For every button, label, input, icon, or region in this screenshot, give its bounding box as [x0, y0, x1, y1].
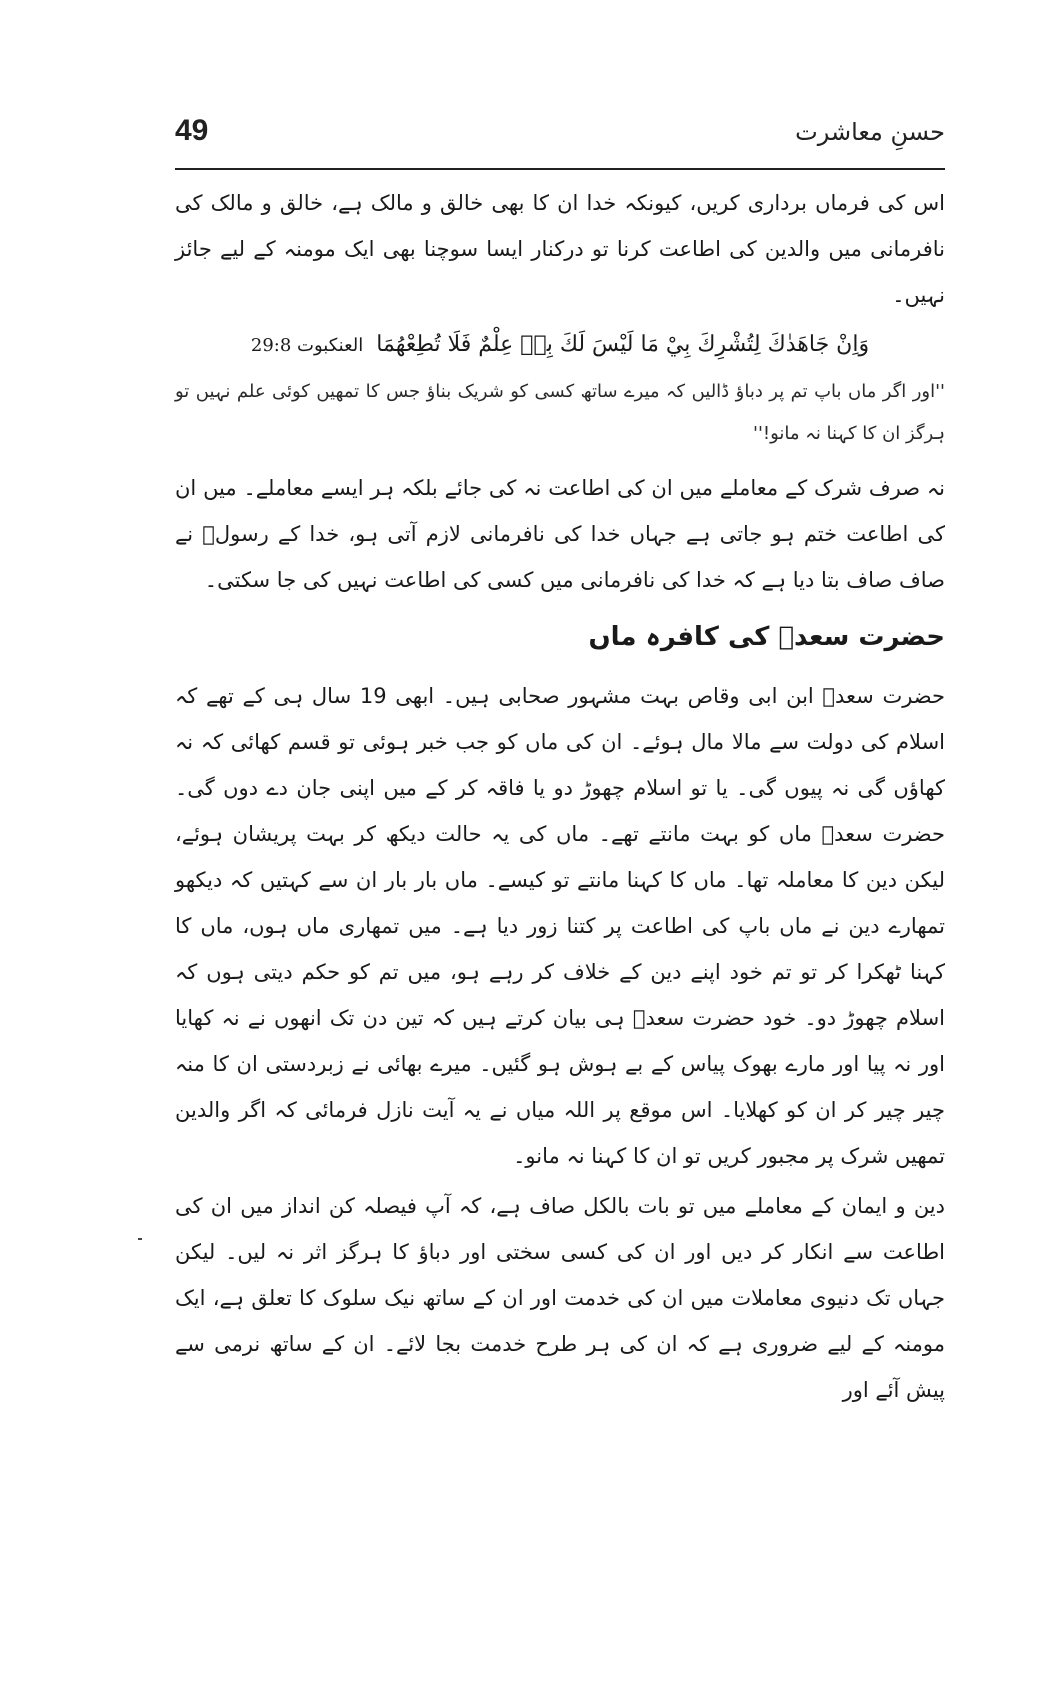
paragraph-2: نہ صرف شرک کے معاملے میں ان کی اطاعت نہ کی جائے بلکہ ہر ایسے معاملے۔ میں ان کی اطاعت ختم ہو جاتی ہے جہاں خدا کی نافرمانی لازم آتی ہو، خدا کے رسولؐ نے صاف صاف بتا دیا ہے کہ خدا کی نافرمانی میں کسی کی اطاعت نہیں کی جا سکتی۔ [175, 476, 945, 592]
margin-mark [138, 1238, 142, 1240]
running-title: حسنِ معاشرت [795, 118, 945, 146]
section-heading: حضرت سعدؓ کی کافرہ ماں [588, 622, 945, 652]
verse-reference: العنکبوت 29:8 [250, 335, 364, 356]
verse-translation: ''اور اگر ماں باپ تم پر دباؤ ڈالیں کہ میرے ساتھ کسی کو شریک بناؤ جس کا تمھیں کوئی علم نہیں تو ہرگز ان کا کہنا نہ مانو!'' [175, 381, 945, 444]
paragraph-3: حضرت سعدؓ ابن ابی وقاص بہت مشہور صحابی ہیں۔ ابھی 19 سال ہی کے تھے کہ اسلام کی دولت سے مالا مال ہوئے۔ ان کی ماں کو جب خبر ہوئی تو قسم کھائی کہ نہ کھاؤں گی نہ پیوں گی۔ یا تو اسلام چھوڑ دو یا فاقہ کر کے میں اپنی جان دے دوں گی۔ حضرت سعدؓ ماں کو بہت مانتے تھے۔ ماں کی یہ حالت دیکھ کر بہت پریشان ہوئے، لیکن دین کا معاملہ تھا۔ ماں کا کہنا مانتے تو کیسے۔ ماں بار بار ان سے کہتیں کہ دیکھو تمھارے دین نے ماں باپ کی اطاعت پر کتنا زور دیا ہے۔ میں تمھاری ماں ہوں، ماں کا کہنا ٹھکرا کر تو تم خود اپنے دین کے خلاف کر رہے ہو، میں تم کو حکم دیتی ہوں کہ اسلام چھوڑ دو۔ خود حضرت سعدؓ ہی بیان کرتے ہیں کہ تین دن تک انھوں نے نہ کھایا اور نہ پیا اور مارے بھوک پیاس کے بے ہوش ہو گئیں۔ میرے بھائی نے زبردستی ان کا منہ چیر چیر کر ان کو کھلایا۔ اس موقع پر اللہ میاں نے یہ آیت نازل فرمائی کہ اگر والدین تمھیں شرک پر مجبور کریں تو ان کا کہنا نہ مانو۔ [175, 684, 945, 1168]
page-number: 49 [175, 114, 209, 147]
paragraph-1: اس کی فرماں برداری کریں، کیونکہ خدا ان کا بھی خالق و مالک ہے، خالق و مالک کی نافرمانی میں والدین کی اطاعت کرنا تو درکنار ایسا سوچنا بھی ایک مومنہ کے لیے جائز نہیں۔ [175, 191, 945, 307]
paragraph-4: دین و ایمان کے معاملے میں تو بات بالکل صاف ہے، کہ آپ فیصلہ کن انداز میں ان کی اطاعت سے انکار کر دیں اور ان کی کسی سختی اور دباؤ کا ہرگز اثر نہ لیں۔ لیکن جہاں تک دنیوی معاملات میں ان کی خدمت اور ان کے ساتھ نیک سلوک کا تعلق ہے، ایک مومنہ کے لیے ضروری ہے کہ ان کی ہر طرح خدمت بجا لائے۔ ان کے ساتھ نرمی سے پیش آئے اور [175, 1194, 945, 1402]
quran-verse [175, 320, 945, 371]
page-body [175, 180, 945, 1413]
page-header [175, 108, 945, 164]
header-divider [175, 168, 945, 170]
verse-text: وَاِنْ جَاهَدٰكَ لِتُشْرِكَ بِيْ مَا لَيْسَ لَكَ بِهٖ عِلْمٌ فَلَا تُطِعْهُمَا [376, 332, 870, 357]
